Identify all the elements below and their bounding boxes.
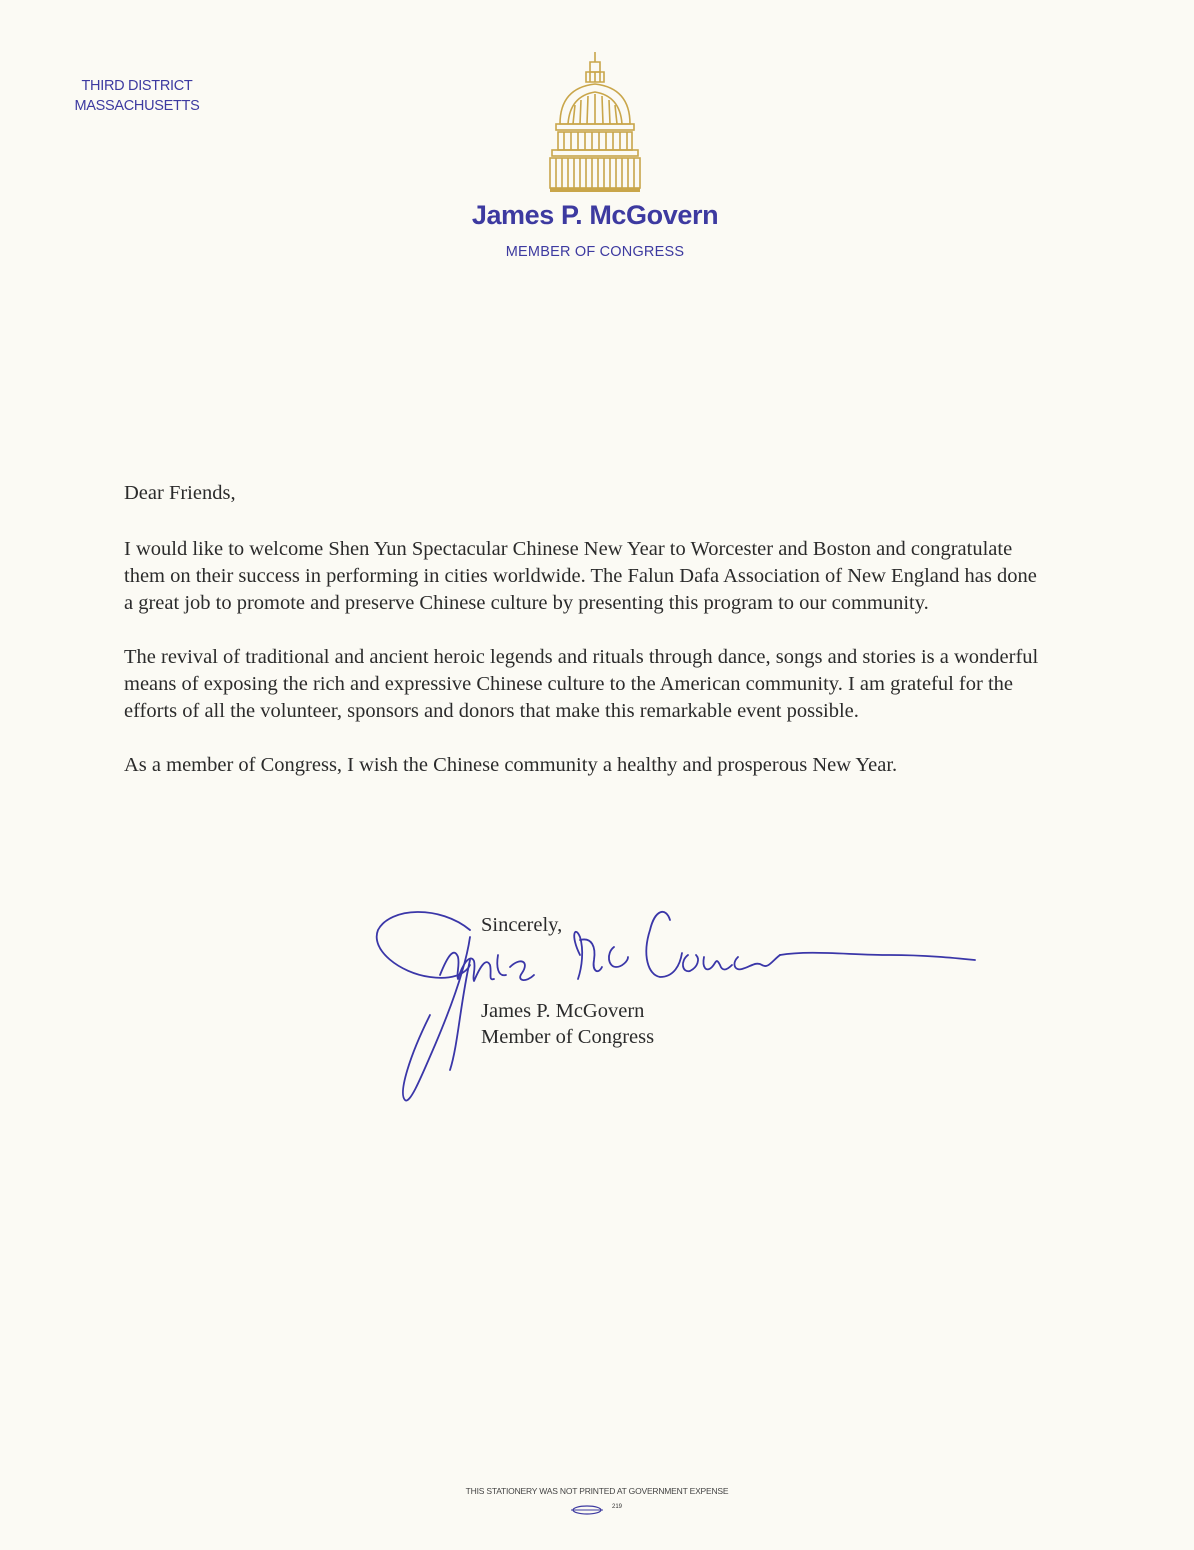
capitol-dome-icon xyxy=(540,50,650,194)
paragraph-1: I would like to welcome Shen Yun Spectacular Chinese New Year to Worcester and Boston and congratulate them on their success in performing in cities worldwide. The Falun Dafa Association of New England has done a great job to promote and preserve Chinese culture by presenting this program to our community. xyxy=(124,538,1037,614)
district-line-1: THIRD DISTRICT xyxy=(81,78,193,94)
congressman-title: MEMBER OF CONGRESS xyxy=(505,244,685,260)
signer-title: Member of Congress xyxy=(481,1026,655,1048)
stationery-notice: THIS STATIONERY WAS NOT PRINTED AT GOVERNMENT EXPENSE xyxy=(465,1486,729,1496)
salutation: Dear Friends, xyxy=(124,482,236,504)
congressman-name: James P. McGovern xyxy=(471,200,719,230)
letter-body xyxy=(124,480,1044,806)
closing: Sincerely, xyxy=(481,914,563,936)
district-line-2: MASSACHUSETTS xyxy=(74,98,200,114)
handwritten-signature xyxy=(370,895,980,1110)
paragraph-3: As a member of Congress, I wish the Chinese community a healthy and prosperous New Year. xyxy=(124,754,898,776)
paragraph-2: The revival of traditional and ancient heroic legends and rituals through dance, songs and stories is a wonderful means of exposing the rich and expressive Chinese culture to the American community. I am grateful for the efforts of all the volunteer, sponsors and donors that make this remarkable event possible. xyxy=(124,646,1039,722)
signer-name: James P. McGovern xyxy=(481,1000,645,1022)
union-number: 219 xyxy=(612,1504,623,1510)
district-label xyxy=(62,76,212,116)
